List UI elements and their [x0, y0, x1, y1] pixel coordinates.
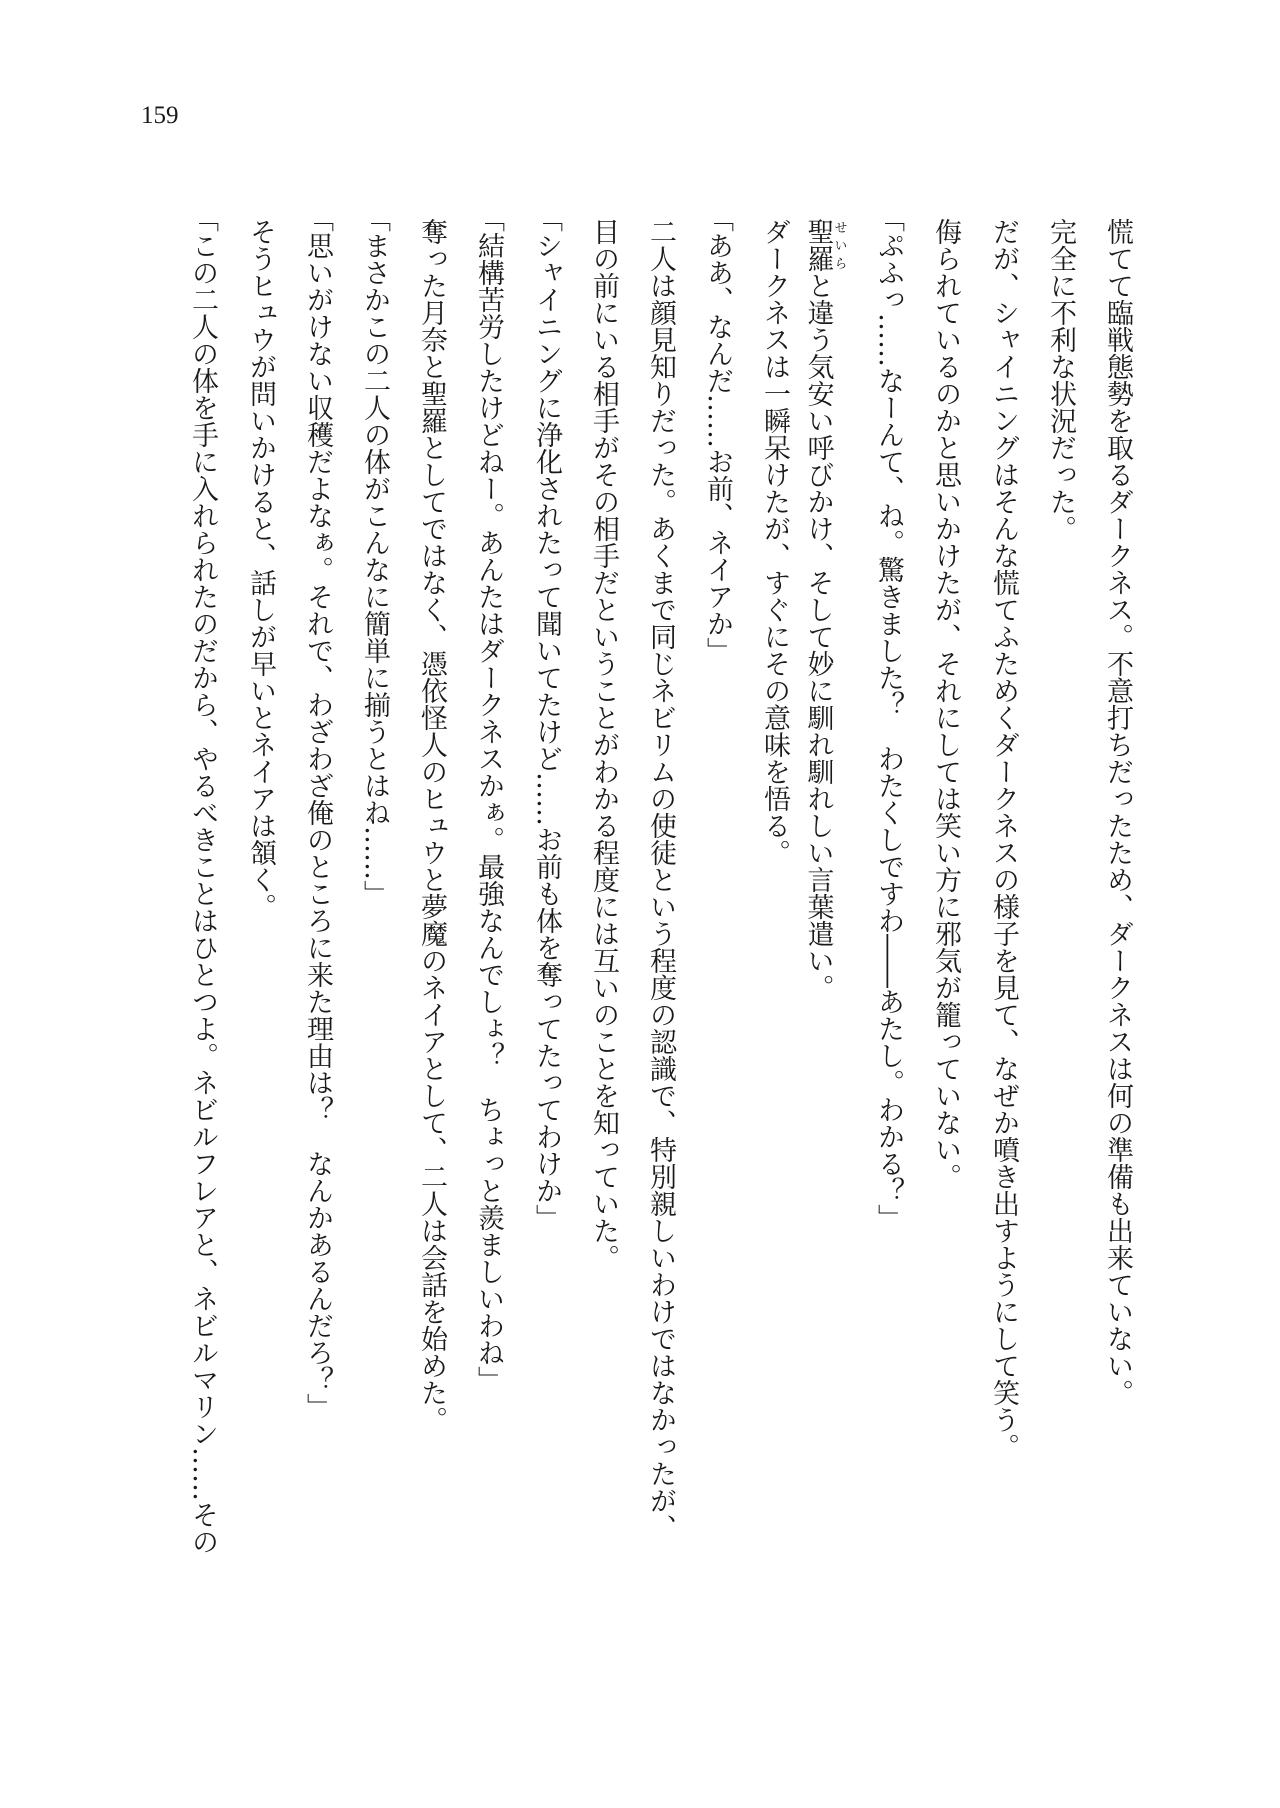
ruby-base: 聖羅 [802, 218, 834, 272]
text-column: 侮られているのかと思いかけたが、それにしては笑い方に邪気が籠っていない。 [930, 218, 961, 1190]
text-column [802, 218, 847, 1001]
text-column: ダークネスは一瞬呆けたが、すぐにその意味を悟る。 [759, 218, 790, 866]
ruby-reading: せいら [831, 218, 847, 272]
text-column: だが、シャイニングはそんな慌てふためくダークネスの様子を見て、なぜか噴き出すようにして笑う。 [988, 218, 1019, 1460]
text-column: 二人は顔見知りだった。あくまで同じネビリムの使徒という程度の認識で、特別親しいわけではなかったが、 [645, 218, 676, 1541]
text-column: 完全に不利な状況だった。 [1045, 218, 1076, 542]
text-column: 「ぷふっ……なーんて、ね。驚きました？ わたくしですわ――あたし。わかる？」 [873, 205, 904, 1231]
text-column: 慌てて臨戦態勢を取るダークネス。不意打ちだったため、ダークネスは何の準備も出来ていない。 [1102, 218, 1133, 1406]
ruby-seira [802, 218, 847, 272]
text-column: 「まさかこの二人の体がこんなに簡単に揃うとはね……」 [359, 205, 390, 907]
text-column-rest: と違う気安い呼びかけ、そして妙に馴れ馴れしい言葉遣い。 [802, 272, 834, 1001]
text-column: 奪った月奈と聖羅としてではなく、憑依怪人のヒュウと夢魔のネイアとして、二人は会話を始めた。 [416, 218, 447, 1433]
text-column: 目の前にいる相手がその相手だということがわかる程度には互いのことを知っていた。 [588, 218, 619, 1271]
text-column: 「シャイニングに浄化されたって聞いてたけど……お前も体を奪ってたってわけか」 [531, 205, 562, 1231]
text-column: 「ああ、なんだ……お前、ネイアか」 [702, 205, 733, 664]
text-column: 「結構苦労したけどねー。あんたはダークネスかぁ。最強なんでしょ？ ちょっと羨ましいわね」 [473, 205, 504, 1393]
text-column: そうヒュウが問いかけると、話しが早いとネイアは頷く。 [245, 218, 276, 920]
text-column: 「この二人の体を手に入れられたのだから、やるべきことはひとつよ。ネビルフレアと、ネビルマリン……その [187, 205, 218, 1555]
text-column: 「思いがけない収穫だよなぁ。それで、わざわざ俺のところに来た理由は？ なんかあるんだろ？」 [302, 205, 333, 1420]
page-number: 159 [141, 102, 179, 129]
